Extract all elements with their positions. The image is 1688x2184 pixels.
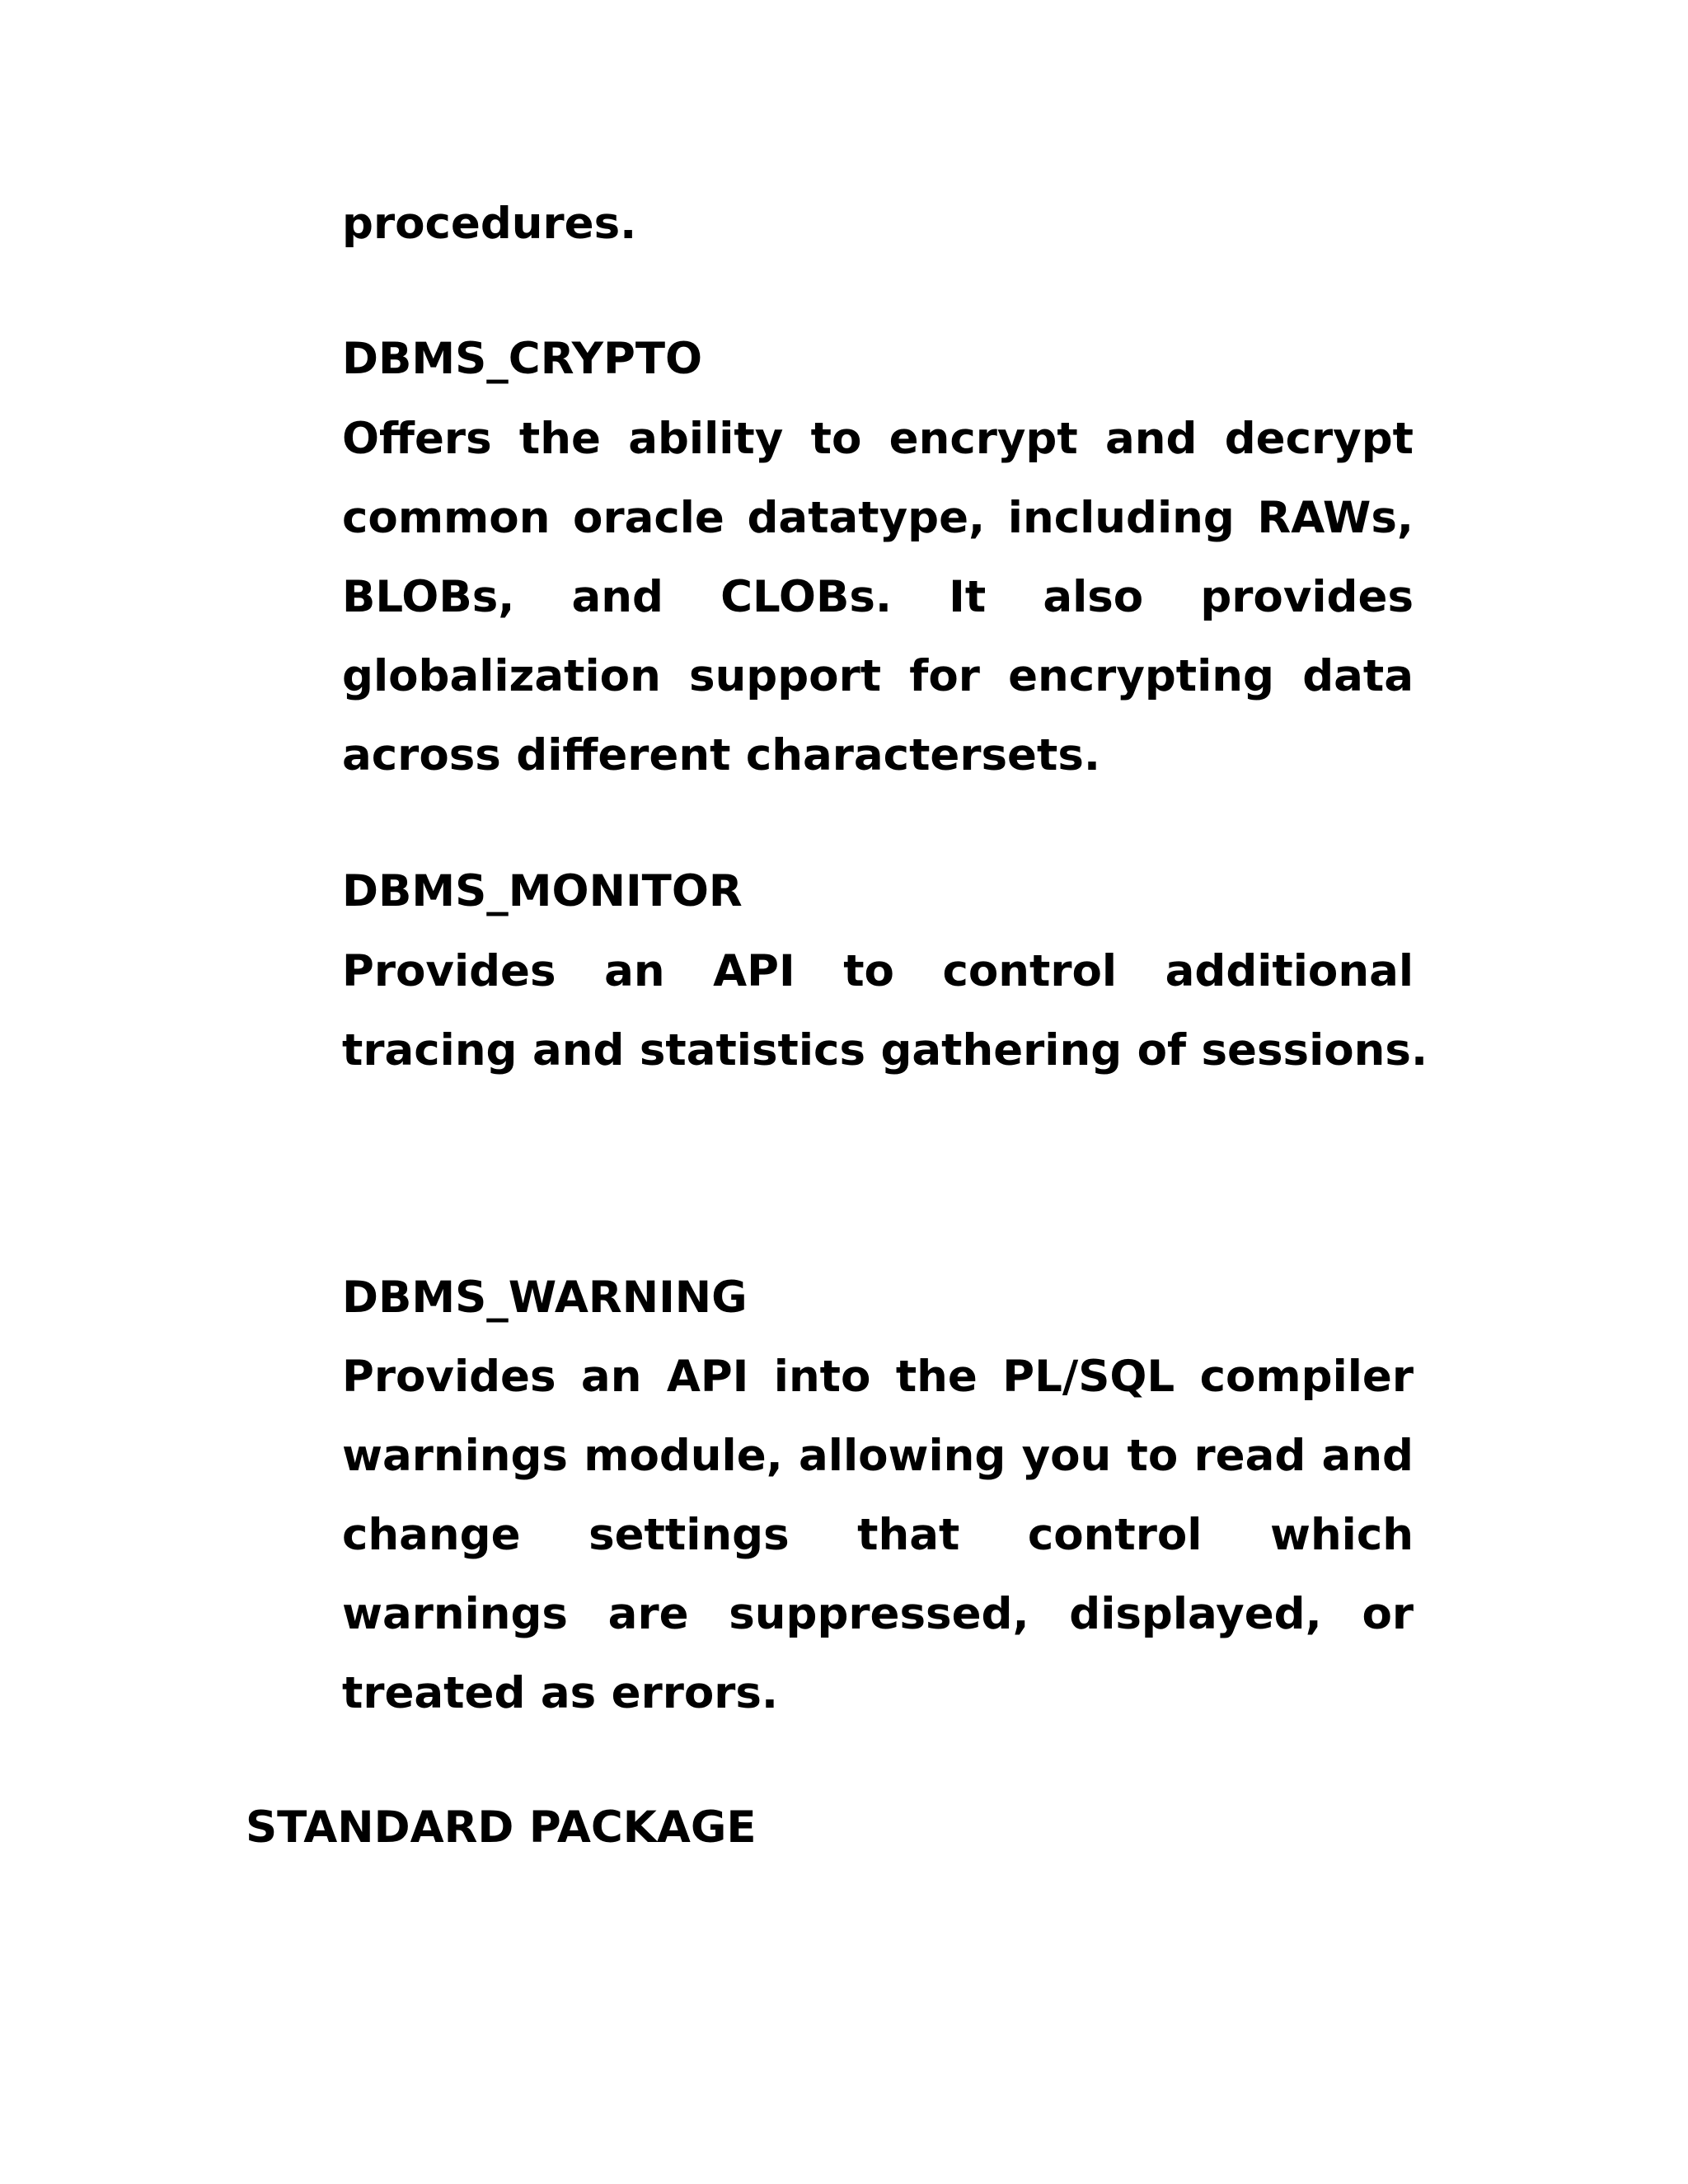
paragraph-line: change settings that control which bbox=[342, 1510, 1414, 1560]
paragraph-line: Provides an API into the PL/SQL compiler bbox=[342, 1352, 1414, 1402]
paragraph-line: Provides an API to control additional bbox=[342, 946, 1414, 996]
paragraph-line: globalization support for encrypting data bbox=[342, 651, 1414, 701]
section-heading-standard-package: STANDARD PACKAGE bbox=[246, 1802, 757, 1853]
paragraph-line: warnings are suppressed, displayed, or bbox=[342, 1589, 1414, 1639]
paragraph-line: BLOBs, and CLOBs. It also provides bbox=[342, 572, 1414, 622]
paragraph-line: Offers the ability to encrypt and decrypt bbox=[342, 414, 1414, 464]
continuation-text: procedures. bbox=[342, 199, 637, 249]
section-heading-dbms-warning: DBMS_WARNING bbox=[342, 1272, 748, 1323]
paragraph-line: treated as errors. bbox=[342, 1668, 779, 1718]
section-heading-dbms-monitor: DBMS_MONITOR bbox=[342, 866, 743, 916]
paragraph-line: common oracle datatype, including RAWs, bbox=[342, 493, 1414, 543]
paragraph-line: warnings module, allowing you to read and bbox=[342, 1431, 1414, 1481]
paragraph-line: tracing and statistics gathering of sessions. bbox=[342, 1025, 1428, 1076]
paragraph-line: across different charactersets. bbox=[342, 730, 1101, 780]
section-heading-dbms-crypto: DBMS_CRYPTO bbox=[342, 334, 703, 384]
